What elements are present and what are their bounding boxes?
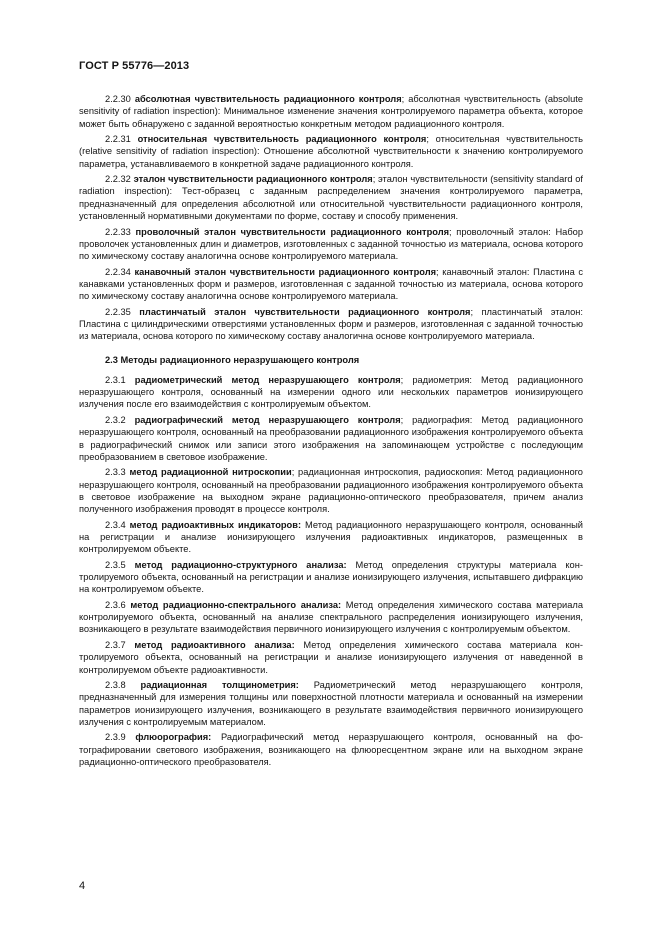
term: метод радиационно-спектрального анализа:	[130, 599, 342, 610]
definition-text: ; канавочный эталон: Пластина с канавками установленных форм и размеров, изготовленная с заданной точностью из материала, основа которого по химическому составу аналогична основе контролируемого материала.	[79, 266, 583, 302]
definition-text: Радиометрический метод неразрушающего контроля, предназначенный для измерения толщины или поверхностной плотности материала и основанный на измерении параметров ионизирующего излучения, возникающего в результате взаимодействия первичного ионизирующего излучения с контролируемым материалом.	[79, 680, 583, 727]
clause-number: 2.3.5	[105, 559, 126, 570]
definition-2-3-7	[79, 639, 583, 676]
term: флюорография:	[135, 732, 212, 743]
clause-number: 2.3.8	[105, 680, 126, 691]
clause-number: 2.3.4	[105, 519, 126, 530]
section-title: 2.3 Методы радиационного неразрушающего контроля	[105, 354, 360, 365]
definition-text: Метод определения химического состава материала контролируемого объекта, основанный на анализе спектрального распределения ионизирующего излучения, возникающего в результате взаимодействия первичного ионизирующего излучения с контролируемым объектом.	[79, 599, 583, 635]
clause-number: 2.2.35	[105, 306, 131, 317]
definition-text: Метод определения химического состава материала контролируемого объекта, основанный на регистрации и анализе ионизирующего излучения от наведенной в контролируемом объекте радиоактивности.	[79, 639, 583, 675]
document-header: ГОСТ Р 55776—2013	[79, 60, 190, 72]
term: пластинчатый эталон чувствительности радиационного контроля	[139, 306, 471, 317]
definition-text: ; радиационная интроскопия, радиоскопия: Метод радиационного неразрушающего контроля, основанный на преобразовании радиационного изображения контролируемого объекта в световое изображение на выходном экране радиационно-оптического преобразователя, причем анализ полученного изображения проводят в процессе контроля.	[79, 467, 583, 515]
definition-text: Метод определения структуры материала контролируемого объекта, основанный на регистрации и анализе ионизирующего излучения, испытавшего дифракцию на контролируемом объекте.	[79, 559, 583, 595]
term: метод радиоактивного анализа:	[134, 639, 295, 650]
term: метод радиоактивных индикаторов:	[129, 519, 302, 530]
clause-number: 2.3.1	[105, 374, 126, 385]
definition-text: Радиографический метод неразрушающего контроля, основанный на фотографировании светового изображения, возникающего на флюоресцентном экране или на выходном экране радиационно-оптического преобразователя.	[79, 732, 583, 767]
clause-number: 2.2.32	[105, 174, 131, 185]
page-number: 4	[79, 880, 86, 892]
term: эталон чувствительности радиационного контроля	[133, 174, 373, 185]
definition-text: ; радиометрия: Метод радиационного неразрушающего контроля, основанный на измерении одного или нескольких параметров ионизирующего излучения после его взаимодействия с контролируемым объектом.	[79, 374, 583, 410]
definition-text: ; пластинчатый эталон: Пластина с цилиндрическими отверстиями установленных форм и размеров, изготовленная с заданной точностью из материала, основа которого по химическому составу аналогична основе контролируемого материала.	[79, 306, 583, 342]
definition-2-3-3	[79, 466, 583, 515]
term: радиометрический метод неразрушающего контроля	[134, 374, 401, 385]
term: относительная чувствительность радиационного контроля	[137, 134, 427, 145]
clause-number: 2.2.33	[105, 226, 131, 237]
definition-2-2-35	[79, 306, 583, 343]
term: абсолютная чувствительность радиационного контроля	[134, 94, 402, 104]
definition-2-3-6	[79, 599, 583, 636]
definition-2-3-1	[79, 374, 583, 411]
term: радиационная толщинометрия:	[140, 680, 299, 691]
definition-text: ; радиография: Метод радиационного неразрушающего контроля, основанный на преобразовании радиационного изображения контролируемого объекта в радиографический снимок или записи этого изображения на запоминающем устройстве с последующим преобразованием в световое изображение.	[79, 414, 583, 462]
clause-number: 2.3.7	[105, 639, 126, 650]
definition-2-3-9	[79, 731, 583, 768]
term: проволочный эталон чувствительности радиационного контроля	[135, 226, 450, 237]
clause-number: 2.3.6	[105, 599, 126, 610]
definition-text: ; эталон чувствительности (sensitivity standard of radiation inspection): Тест-образец с заданным распределением значения контролируемого параметра, предназначенный для определения абсолютной или относительной чувствительности радиационного контроля, установленный нормативными документами по форме, составу и способу применения.	[79, 174, 583, 222]
definition-2-3-2	[79, 414, 583, 463]
clause-number: 2.3.2	[105, 414, 126, 425]
clause-number: 2.3.3	[105, 467, 126, 478]
term: метод радиационной нитроскопии	[129, 467, 292, 478]
definition-text: ; относительная чувствительность (relative sensitivity of radiation inspection): Отношение абсолютной чувствительности к значению контролируемого параметра, устанавливаемого в конкретной задаче радиационного контроля.	[79, 134, 583, 169]
definition-2-2-34	[79, 266, 583, 303]
definition-2-3-5	[79, 559, 583, 596]
section-2-3	[79, 354, 583, 769]
clause-number: 2.2.31	[105, 134, 131, 145]
definition-2-3-4	[79, 519, 583, 556]
definition-2-2-30	[79, 93, 583, 130]
definition-2-2-31	[79, 133, 583, 170]
term: метод радиационно-структурного анализа:	[134, 559, 347, 570]
clause-number: 2.3.9	[105, 732, 126, 743]
definition-2-2-32	[79, 173, 583, 222]
section-2-2	[79, 93, 583, 343]
document-body	[79, 93, 583, 771]
clause-number: 2.2.34	[105, 266, 131, 277]
term: радиографический метод неразрушающего контроля	[134, 414, 401, 425]
term: канавочный эталон чувствительности радиационного контроля	[134, 266, 437, 277]
definition-text: ; абсолютная чувствительность (absolute sensitivity of radiation inspection): Минимальное изменение значения контролируемого параметра объекта, которое может быть обнаружено с заданной вероятностью конкретным методом радиационного контроля.	[79, 94, 583, 129]
definition-2-2-33	[79, 226, 583, 263]
clause-number: 2.2.30	[105, 94, 131, 104]
definition-2-3-8	[79, 679, 583, 728]
definition-text: ; проволочный эталон: Набор проволочек установленных длин и диаметров, изготовленных с заданной точностью из материала, основа которого по химическому составу аналогична основе контролируемого материала.	[79, 226, 584, 262]
definition-text: Метод радиационного неразрушающего контроля, основанный на регистрации и анализе ионизирующего излучения радиоактивных индикаторов, размещенных в контролируемом объекте.	[79, 519, 583, 555]
